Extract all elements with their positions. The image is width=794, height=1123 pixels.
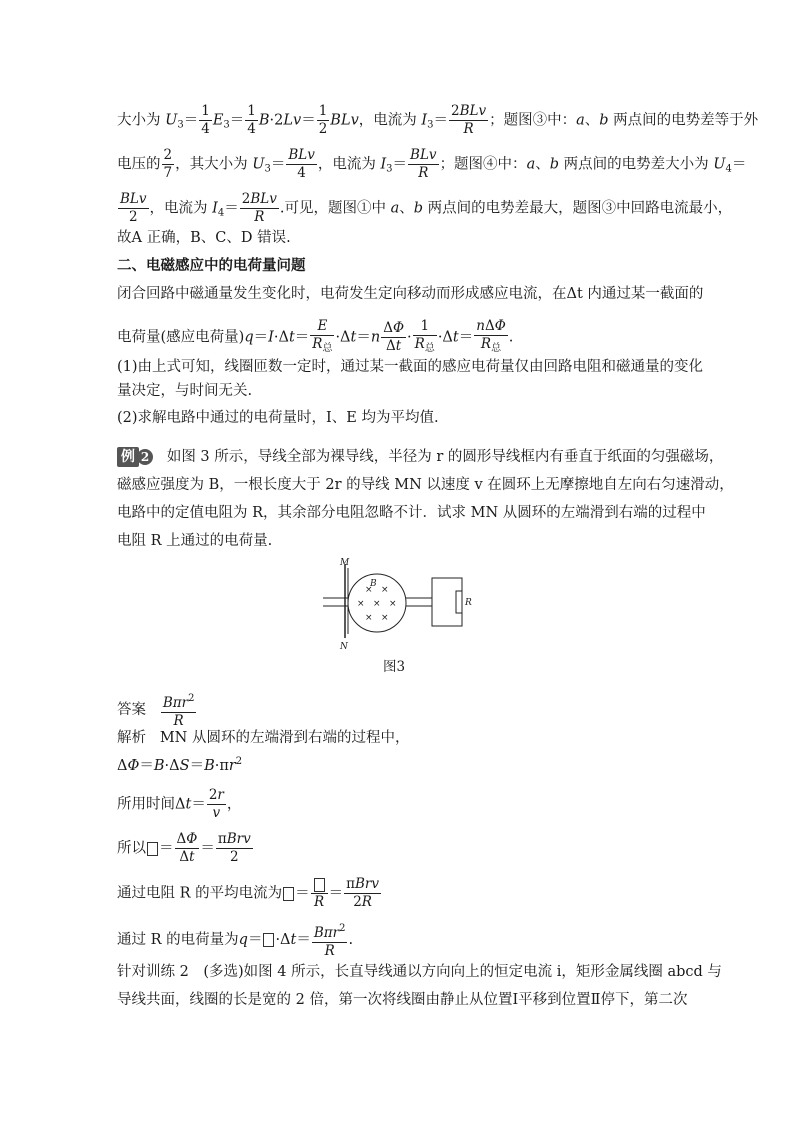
text-span: MN 从圆环的左端滑到右端的过程中，: [159, 730, 410, 746]
text-span: 两点间的电势差最大，题图③中回路电流最小，: [427, 200, 733, 217]
text-span: ，其大小为: [175, 156, 248, 173]
example-line-2: 磁感应强度为 B，一根长度大于 2r 的导线 MN 以速度 v 在圆环上无摩擦地自左向右匀速滑动，: [117, 477, 734, 493]
text-span: 两点间的电势差等于外: [613, 112, 759, 129]
label-n: N: [340, 642, 348, 650]
text-span: 所用时间: [117, 796, 175, 813]
section-title: 二、电磁感应中的电荷量问题: [117, 257, 306, 274]
text-line-2: 电压的 $\frac{2}{7}$ ，其大小为 $U_3=$ $\frac{\text{BLv}}{4}$ ，电流为 $I_3=$ $\frac{\text{BLv}}{R}$ ；题图④中：a、b 两点间的电势差大小为 $U_4=$: [117, 147, 747, 181]
text-span: 电荷量(感应电荷量): [117, 329, 245, 346]
analysis-line-4: 所以 ＝ $\frac{\Delta\Phi}{\Delta t}$ ＝ $\frac{\text{πBrv}}{2}$: [117, 831, 251, 865]
example-line-1: [117, 447, 723, 467]
svg-text:×: ×: [373, 599, 381, 609]
analysis-line-6: 通过 R 的电荷量为q＝ ·Δt＝ $\frac{B\pi r^2}{R}$ .: [117, 920, 353, 960]
text-span: ，电流为: [317, 156, 376, 173]
text-span: ；题图③中：: [489, 112, 577, 129]
svg-text:×: ×: [381, 585, 389, 595]
label-b: B: [370, 579, 377, 589]
intro-line-1: 闭合回路中磁通量发生变化时，电荷发生定向移动而形成感应电流，在Δt 内通过某一截面的: [117, 286, 704, 302]
answer-label: 答案: [117, 702, 146, 718]
training-line-2: 导线共面，线圈的长是宽的 2 倍，第一次将线圈由静止从位置Ⅰ平移到位置Ⅱ停下，第二次: [117, 992, 688, 1008]
text-line-4: 故A 正确，B、C、D 错误.: [117, 230, 291, 246]
text-span: 通过电阻 R 的平均电流为: [117, 885, 283, 902]
analysis-line-1: [117, 728, 409, 748]
text-span: 两点间的电势差大小为: [563, 156, 709, 173]
text-span: 可见，题图①中: [284, 200, 386, 217]
analysis-line-5: 通过电阻 R 的平均电流为 ＝ R ＝ $\frac{\text{πBrv}}{2R}$: [117, 876, 380, 910]
text-span: 电压的: [117, 156, 161, 173]
text-span: 大小为: [117, 112, 161, 129]
text-span: 所以: [117, 840, 146, 857]
text-span: 通过 R 的电荷量为: [117, 932, 239, 948]
analysis-label: 解析: [117, 730, 146, 746]
svg-text:×: ×: [389, 599, 397, 609]
analysis-line-2: $\Delta\Phi=B\cdot\Delta S=B\cdot\pi r^2$: [117, 756, 243, 774]
text-span: b: [599, 112, 609, 129]
note-1b: 量决定，与时间无关.: [117, 383, 253, 399]
text-span: ；题图④中：: [439, 156, 527, 173]
text-span: ，电流为: [149, 200, 208, 217]
example-number: 2: [137, 449, 153, 465]
example-line-3: 电路中的定值电阻为 R，其余部分电阻忽略不计．试求 MN 从圆环的左端滑到右端的过程中: [117, 505, 706, 521]
note-2: (2)求解电路中通过的电荷量时，I、E 均为平均值.: [117, 410, 439, 426]
text-line-1: 大小为 $U_3=$ $\frac{1}{4}$ $E_3=$ $\frac{1}{4}$ B·2Lv＝ $\frac{1}{2}$ BLv，电流为 $I_3=$ $\frac{\text{2BLv}}{R}$ ；题图③中：a、b 两点间的电势差等于外: [117, 103, 759, 137]
svg-text:×: ×: [365, 585, 373, 595]
analysis-line-3: 所用时间Δt＝ $\frac{2r}{v}$ ，: [117, 787, 242, 821]
label-m: M: [340, 558, 350, 568]
text-span: ，电流为: [358, 112, 417, 129]
text-span: 如图 3 所示，导线全部为裸导线，半径为 r 的圆形导线框内有垂直于纸面的匀强磁场，: [166, 449, 724, 465]
intro-line-2: 电荷量(感应电荷量)q＝I·Δt＝ $\frac{E}{R_总}$ ·Δt＝n $\frac{\Delta\Phi}{\Delta t}$ · $\frac{1}{R_总}$ ·Δt＝ $\frac{\text{nΔΦ}}{R_总}$ .: [117, 318, 514, 354]
text-span: a: [576, 112, 585, 129]
text-span: 、: [584, 112, 600, 129]
svg-text:×: ×: [357, 599, 365, 609]
svg-text:×: ×: [381, 613, 389, 623]
text-line-3: $\frac{\text{BLv}}{2}$ ，电流为 $I_4=$ $\frac{\text{2BLv}}{R}$ .可见，题图①中 a、b 两点间的电势差最大，题图③中回路电流最小，: [120, 191, 733, 225]
figure-3: [315, 558, 475, 654]
label-r: R: [465, 598, 472, 608]
svg-text:×: ×: [365, 613, 373, 623]
figure-caption: 图3: [383, 659, 406, 675]
example-line-4: 电阻 R 上通过的电荷量.: [117, 533, 273, 549]
circuit-diagram: [315, 558, 475, 650]
example-badge: 例: [117, 447, 139, 467]
note-1a: (1)由上式可知，线圈匝数一定时，通过某一截面的感应电荷量仅由回路电阻和磁通量的变化: [117, 359, 704, 375]
training-line-1: 针对训练 2 (多选)如图 4 所示，长直导线通以方向向上的恒定电流 i，矩形金属线圈 abcd 与: [117, 964, 722, 980]
answer-line: 答案 $\frac{B\pi r^2}{R}$: [117, 690, 197, 730]
